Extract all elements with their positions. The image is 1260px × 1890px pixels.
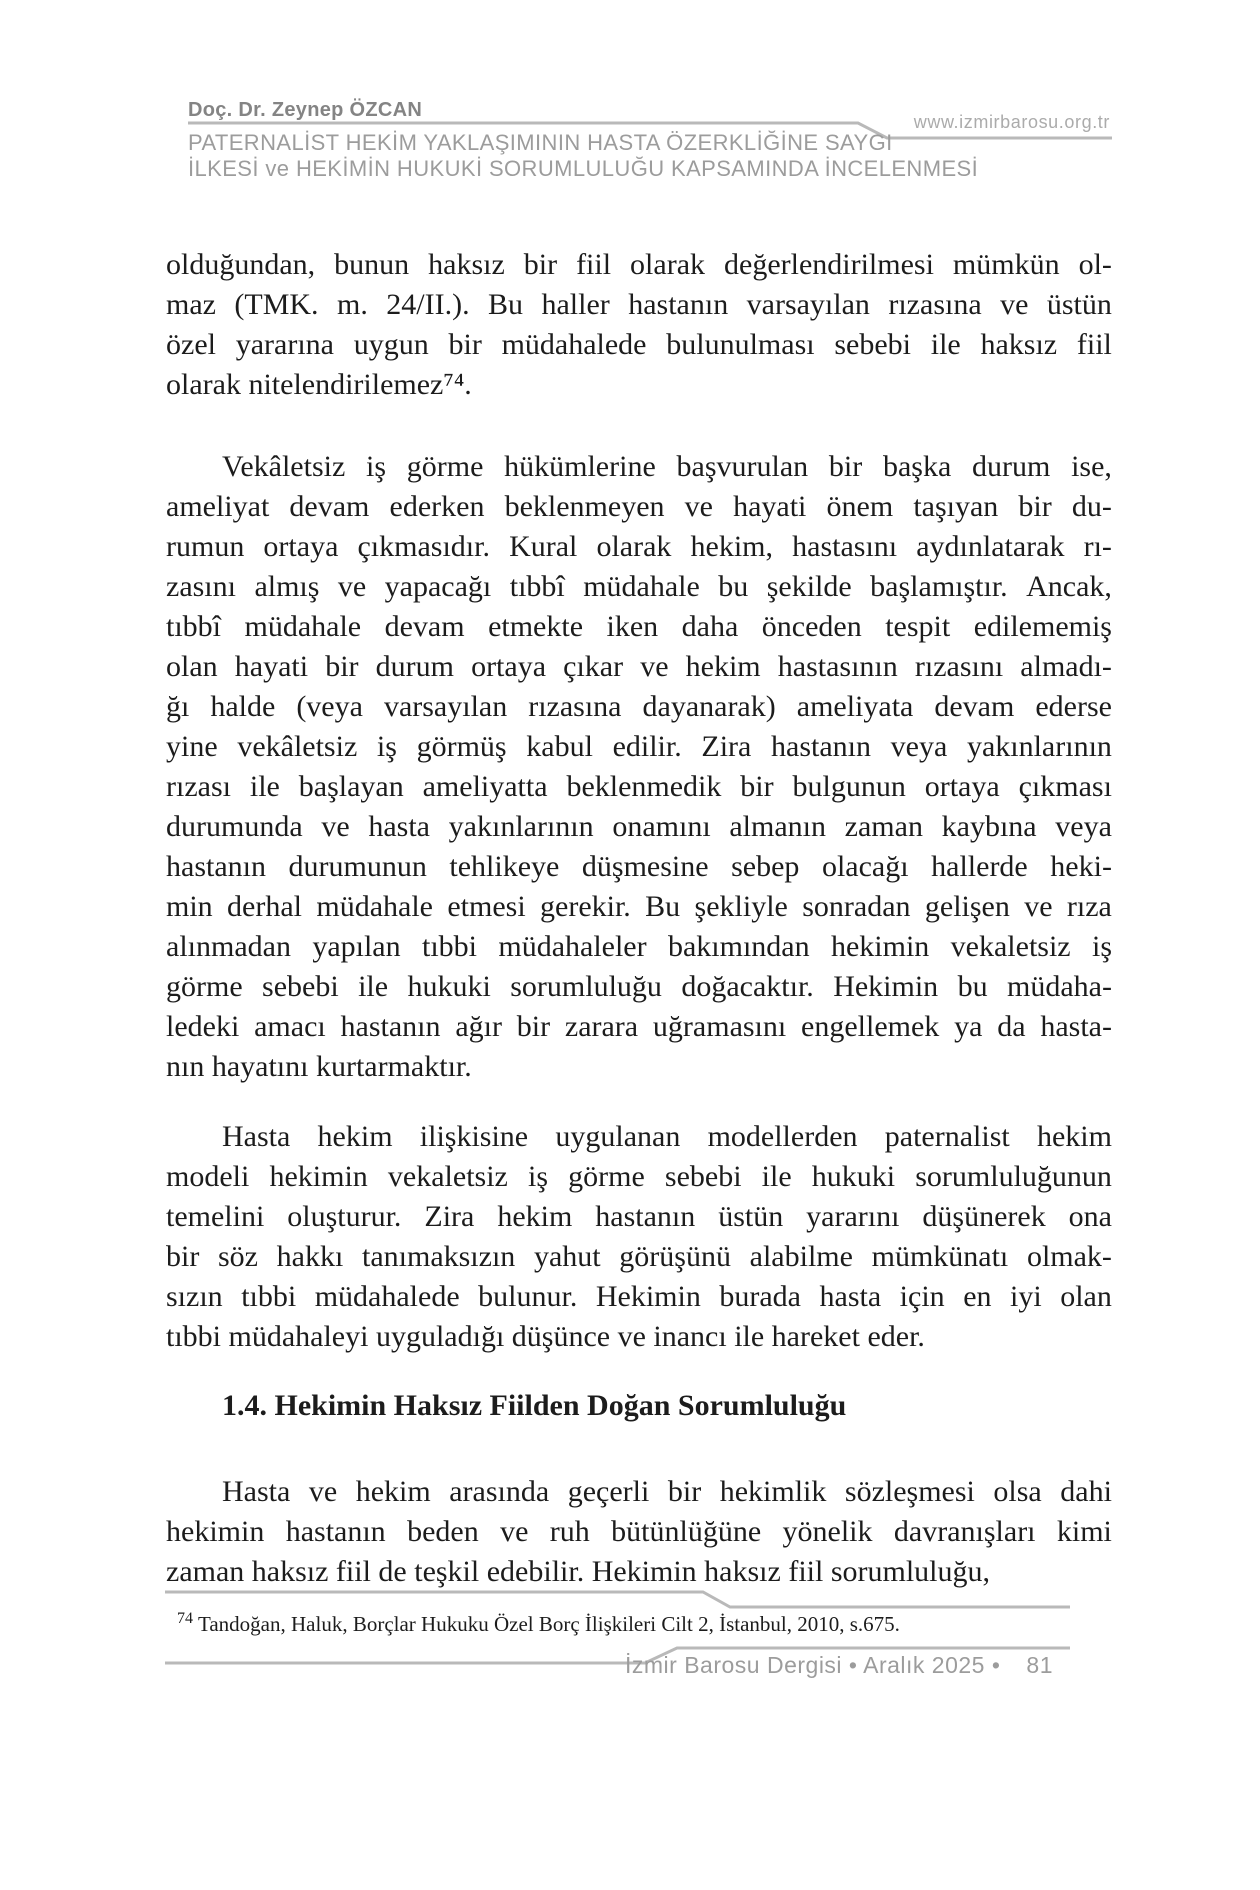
footnote-rule — [165, 1592, 1070, 1607]
footnote — [177, 1612, 900, 1637]
paragraph-2: Vekâletsiz iş görme hükümlerine başvurulan bir başka durum ise, ameliyat devam ederken beklenmeyen ve hayati önem taşıyan bir du- rumun ortaya çıkmasıdır. Kural olarak hekim, hastasını aydınlatarak rı- zasını almış ve yapacağı tıbbî müdahale bu şekilde başlamıştır. Ancak, tıbbî müdahale devam etmekte iken daha önceden tespit edilememiş olan hayati bir durum ortaya çıkar ve hekim hastasının rızasını almadı- ğı halde (veya varsayılan rızasına dayanarak) ameliyata devam ederse yine vekâletsiz iş görmüş kabul edilir. Zira hastanın veya yakınlarının rızası ile başlayan ameliyatta beklenmedik bir bulgunun ortaya çıkması durumunda ve hasta yakınlarının onamını almanın zaman kaybına veya hastanın durumunun tehlikeye düşmesine sebep olacağı hallerde heki- min derhal müdahale etmesi gerekir. Bu şekliyle sonradan gelişen ve rıza alınmadan yapılan tıbbi müdahaleler bakımından hekimin vekaletsiz iş görme sebebi ile hukuki sorumluluğu doğacaktır. Hekimin bu müdaha- ledeki amacı hastanın ağır bir zarara uğramasını engellemek ya da hasta- nın hayatını kurtarmaktır. — [166, 450, 1112, 1083]
footnote-marker: 74 — [177, 1610, 193, 1627]
paragraph-3: Hasta hekim ilişkisine uygulanan modellerden paternalist hekim modeli hekimin vekaletsiz iş görme sebebi ile hukuki sorumluluğunun temelini oluşturur. Zira hekim hastanın üstün yararını düşünerek ona bir söz hakkı tanımaksızın yahut görüşünü alabilme mümkünatı olmak- sızın tıbbi müdahalede bulunur. Hekimin burada hasta için en iyi olan tıbbi müdahaleyi uyguladığı düşünce ve inancı ile hareket eder. — [166, 1120, 1112, 1353]
section-heading: 1.4. Hekimin Haksız Fiilden Doğan Sorumluluğu — [222, 1389, 847, 1422]
journal-footer-text: İzmir Barosu Dergisi • Aralık 2025 • — [625, 1652, 1001, 1678]
paragraph-4: Hasta ve hekim arasında geçerli bir hekimlik sözleşmesi olsa dahi hekimin hastanın beden ve ruh bütünlüğüne yönelik davranışları kimi zaman haksız fiil de teşkil edebilir. Hekimin haksız fiil sorumluluğu, — [166, 1475, 1112, 1588]
author-name: Doç. Dr. Zeynep ÖZCAN — [188, 99, 423, 121]
paragraph-1: olduğundan, bunun haksız bir fiil olarak değerlendirilmesi mümkün ol- maz (TMK. m. 24/II.). Bu haller hastanın varsayılan rızasına ve üstün özel yararına uygun bir müdahalede bulunulması sebebi ile haksız fiil olarak nitelendirilemez⁷⁴. — [166, 248, 1112, 401]
footnote-text: Tandoğan, Haluk, Borçlar Hukuku Özel Borç İlişkileri Cilt 2, İstanbul, 2010, s.675. — [198, 1612, 900, 1636]
page-title-line-2: İLKESİ ve HEKİMİN HUKUKİ SORUMLULUĞU KAPSAMINDA İNCELENMESİ — [188, 156, 979, 181]
page-number: 81 — [1026, 1652, 1053, 1678]
website-url: www.izmirbarosu.org.tr — [913, 112, 1110, 132]
page-title-line-1: PATERNALİST HEKİM YAKLAŞIMININ HASTA ÖZERKLİĞİNE SAYGI — [188, 130, 893, 155]
page-footer — [625, 1652, 1053, 1679]
